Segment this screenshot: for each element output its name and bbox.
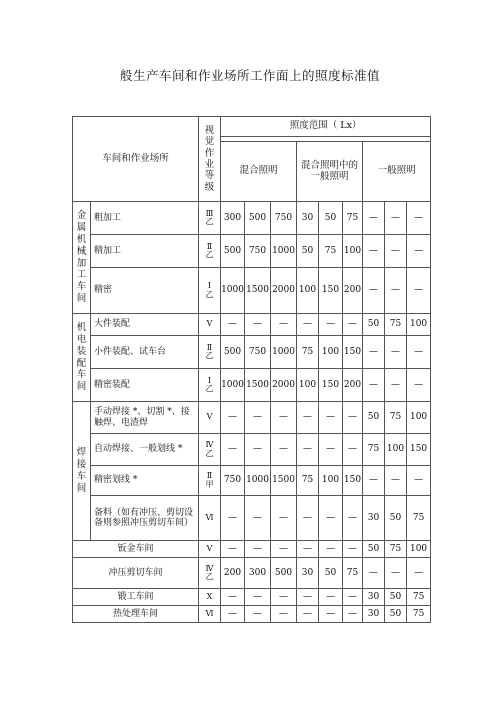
value-cell: 1000	[221, 268, 245, 314]
value-cell: 50	[319, 558, 343, 589]
value-cell: 750	[245, 235, 271, 268]
value-cell: —	[221, 541, 245, 558]
grade-text: V	[206, 412, 213, 422]
value-cell: 100	[319, 466, 343, 496]
value-cell: —	[319, 496, 343, 541]
table-row	[73, 369, 431, 402]
value-cell: —	[363, 235, 385, 268]
value-cell: —	[297, 541, 319, 558]
value-cell: 75	[319, 235, 343, 268]
value-cell: —	[363, 336, 385, 369]
value-cell: 1500	[245, 369, 271, 402]
value-cell: —	[385, 558, 407, 589]
grade-cell	[199, 402, 221, 434]
value-cell: —	[297, 402, 319, 434]
value-cell: 500	[221, 235, 245, 268]
value-cell: —	[297, 606, 319, 623]
grade-cell	[199, 558, 221, 589]
table-row	[73, 589, 431, 606]
value-cell: 1000	[271, 336, 297, 369]
value-cell: 500	[245, 202, 271, 235]
table-row	[73, 336, 431, 369]
value-cell: 1000	[245, 466, 271, 496]
group-name-text: 机电装配车间	[76, 321, 87, 393]
grade-cell	[199, 466, 221, 496]
value-cell: —	[245, 589, 271, 606]
grade-cell	[199, 496, 221, 541]
grade-cell	[199, 268, 221, 314]
value-cell: 300	[221, 202, 245, 235]
value-cell: 30	[297, 558, 319, 589]
table-row	[73, 541, 431, 558]
value-cell: —	[271, 541, 297, 558]
value-cell: —	[221, 402, 245, 434]
value-cell: 100	[343, 235, 363, 268]
value-cell: 750	[271, 202, 297, 235]
value-cell: 75	[407, 589, 431, 606]
value-cell: 100	[407, 541, 431, 558]
value-cell: 2000	[271, 369, 297, 402]
grade-cell	[199, 202, 221, 235]
value-cell: —	[407, 235, 431, 268]
value-cell: —	[297, 589, 319, 606]
value-cell: —	[271, 589, 297, 606]
area-cell: 备料（如有冲压、剪切设备则参照冲压剪切车间）	[91, 496, 199, 541]
value-cell: —	[297, 314, 319, 336]
value-cell: 1500	[271, 466, 297, 496]
value-cell: —	[385, 336, 407, 369]
value-cell: 30	[363, 606, 385, 623]
value-cell: 1000	[221, 369, 245, 402]
value-cell: —	[363, 558, 385, 589]
group-name-text: 金属机械加工车间	[76, 210, 87, 305]
value-cell: 30	[297, 202, 319, 235]
value-cell: —	[319, 541, 343, 558]
value-cell: 50	[297, 235, 319, 268]
value-cell: 1000	[271, 235, 297, 268]
value-cell: 150	[319, 268, 343, 314]
value-cell: —	[271, 314, 297, 336]
group-name-text: 焊接车间	[76, 447, 87, 494]
grade-cell	[199, 336, 221, 369]
value-cell: 50	[385, 589, 407, 606]
value-cell: 1500	[245, 268, 271, 314]
illuminance-table	[72, 116, 431, 623]
value-cell: —	[385, 202, 407, 235]
value-cell: 200	[343, 268, 363, 314]
table-row	[73, 496, 431, 541]
grade-text: Ⅵ	[205, 608, 214, 618]
area-cell: 粗加工	[91, 202, 199, 235]
area-cell: 精密装配	[91, 369, 199, 402]
value-cell: —	[319, 606, 343, 623]
value-cell: 150	[343, 336, 363, 369]
value-cell: —	[363, 202, 385, 235]
value-cell: —	[271, 496, 297, 541]
header-grade-text: 视觉作业等级	[204, 124, 215, 193]
value-cell: 200	[221, 558, 245, 589]
area-cell: 锻工车间	[73, 589, 199, 606]
grade-text: X	[206, 591, 213, 601]
value-cell: —	[271, 402, 297, 434]
grade-text: Ⅲ乙	[205, 208, 214, 226]
table-row	[73, 235, 431, 268]
grade-cell	[199, 589, 221, 606]
value-cell: 500	[271, 558, 297, 589]
value-cell: —	[271, 606, 297, 623]
value-cell: 75	[343, 202, 363, 235]
grade-cell	[199, 314, 221, 336]
group-name	[73, 314, 91, 402]
grade-text: Ⅱ甲	[205, 471, 214, 489]
area-cell: 自动焊接、一般划线 *	[91, 434, 199, 466]
value-cell: 75	[407, 606, 431, 623]
value-cell: —	[221, 314, 245, 336]
grade-text: V	[206, 319, 213, 329]
value-cell: —	[385, 235, 407, 268]
value-cell: —	[343, 606, 363, 623]
value-cell: —	[245, 314, 271, 336]
value-cell: —	[297, 496, 319, 541]
value-cell: 50	[363, 402, 385, 434]
value-cell: —	[363, 466, 385, 496]
table-row	[73, 402, 431, 434]
value-cell: 100	[407, 402, 431, 434]
value-cell: —	[221, 589, 245, 606]
header-general: 一般照明	[363, 142, 431, 202]
header-mixed-general	[297, 142, 363, 202]
grade-text: Ⅱ乙	[205, 241, 214, 259]
area-cell: 热处理车间	[73, 606, 199, 623]
grade-cell	[199, 434, 221, 466]
value-cell: 100	[385, 434, 407, 466]
value-cell: 100	[297, 268, 319, 314]
value-cell: 150	[319, 369, 343, 402]
area-cell: 冲压剪切车间	[73, 558, 199, 589]
value-cell: —	[319, 589, 343, 606]
value-cell: 75	[385, 314, 407, 336]
value-cell: —	[407, 336, 431, 369]
value-cell: —	[343, 434, 363, 466]
value-cell: —	[407, 558, 431, 589]
value-cell: —	[221, 496, 245, 541]
value-cell: 300	[245, 558, 271, 589]
value-cell: 2000	[271, 268, 297, 314]
header-range: 照度范围（ Lx）	[221, 117, 431, 137]
value-cell: 75	[385, 541, 407, 558]
table-row	[73, 558, 431, 589]
value-cell: 75	[385, 402, 407, 434]
header-mixed: 混合照明	[221, 142, 297, 202]
grade-text: Ⅳ乙	[205, 440, 214, 458]
value-cell: —	[245, 434, 271, 466]
value-cell: 50	[319, 202, 343, 235]
value-cell: —	[245, 496, 271, 541]
grade-text: Ⅳ乙	[205, 563, 214, 581]
value-cell: 150	[343, 466, 363, 496]
value-cell: —	[319, 402, 343, 434]
value-cell: —	[343, 541, 363, 558]
table-row	[73, 606, 431, 623]
value-cell: —	[343, 589, 363, 606]
value-cell: 75	[343, 558, 363, 589]
header-area: 车间和作业场所	[73, 117, 199, 202]
grade-text: Ⅰ乙	[205, 281, 214, 299]
value-cell: 50	[385, 496, 407, 541]
value-cell: —	[221, 434, 245, 466]
value-cell: 30	[363, 589, 385, 606]
value-cell: 75	[363, 434, 385, 466]
value-cell: 100	[407, 314, 431, 336]
table-row	[73, 466, 431, 496]
grade-cell	[199, 369, 221, 402]
value-cell: —	[407, 466, 431, 496]
area-cell: 大件装配	[91, 314, 199, 336]
area-cell: 钣金车间	[73, 541, 199, 558]
value-cell: —	[245, 606, 271, 623]
page-title: 般生产车间和作业场所工作面上的照度标准值	[119, 68, 380, 83]
value-cell: 30	[363, 496, 385, 541]
value-cell: —	[343, 402, 363, 434]
value-cell: 150	[407, 434, 431, 466]
table-row	[73, 268, 431, 314]
value-cell: —	[363, 369, 385, 402]
value-cell: —	[271, 434, 297, 466]
grade-cell	[199, 606, 221, 623]
value-cell: 50	[385, 606, 407, 623]
value-cell: 100	[297, 369, 319, 402]
value-cell: —	[407, 369, 431, 402]
table-row	[73, 314, 431, 336]
grade-cell	[199, 235, 221, 268]
table-row	[73, 202, 431, 235]
value-cell: 750	[245, 336, 271, 369]
value-cell: —	[385, 466, 407, 496]
value-cell: 100	[319, 336, 343, 369]
grade-text: V	[206, 543, 213, 553]
value-cell: —	[407, 202, 431, 235]
value-cell: —	[319, 314, 343, 336]
value-cell: 75	[297, 466, 319, 496]
area-cell: 小件装配、试车台	[91, 336, 199, 369]
value-cell: 200	[343, 369, 363, 402]
group-name	[73, 402, 91, 541]
grade-text: Ⅵ	[205, 512, 214, 522]
grade-cell	[199, 541, 221, 558]
area-cell: 手动焊接 *、切割 *、接触焊、电渣焊	[91, 402, 199, 434]
value-cell: 50	[363, 314, 385, 336]
value-cell: —	[221, 606, 245, 623]
grade-text: Ⅰ乙	[205, 375, 214, 393]
value-cell: —	[385, 369, 407, 402]
value-cell: —	[343, 314, 363, 336]
area-cell: 精密	[91, 268, 199, 314]
value-cell: 75	[407, 496, 431, 541]
value-cell: —	[297, 434, 319, 466]
grade-text: Ⅱ乙	[205, 342, 214, 360]
value-cell: 500	[221, 336, 245, 369]
value-cell: —	[319, 434, 343, 466]
value-cell: 75	[297, 336, 319, 369]
value-cell: —	[245, 541, 271, 558]
area-cell: 精密划线 *	[91, 466, 199, 496]
header-grade	[199, 117, 221, 202]
value-cell: —	[363, 268, 385, 314]
value-cell: 750	[221, 466, 245, 496]
value-cell: 50	[363, 541, 385, 558]
table-row	[73, 434, 431, 466]
area-cell: 精加工	[91, 235, 199, 268]
group-name	[73, 202, 91, 314]
value-cell: —	[343, 496, 363, 541]
value-cell: —	[385, 268, 407, 314]
value-cell: —	[407, 268, 431, 314]
value-cell: —	[245, 402, 271, 434]
header-mixed-general-text: 混合照明中的一般照明	[301, 159, 359, 182]
